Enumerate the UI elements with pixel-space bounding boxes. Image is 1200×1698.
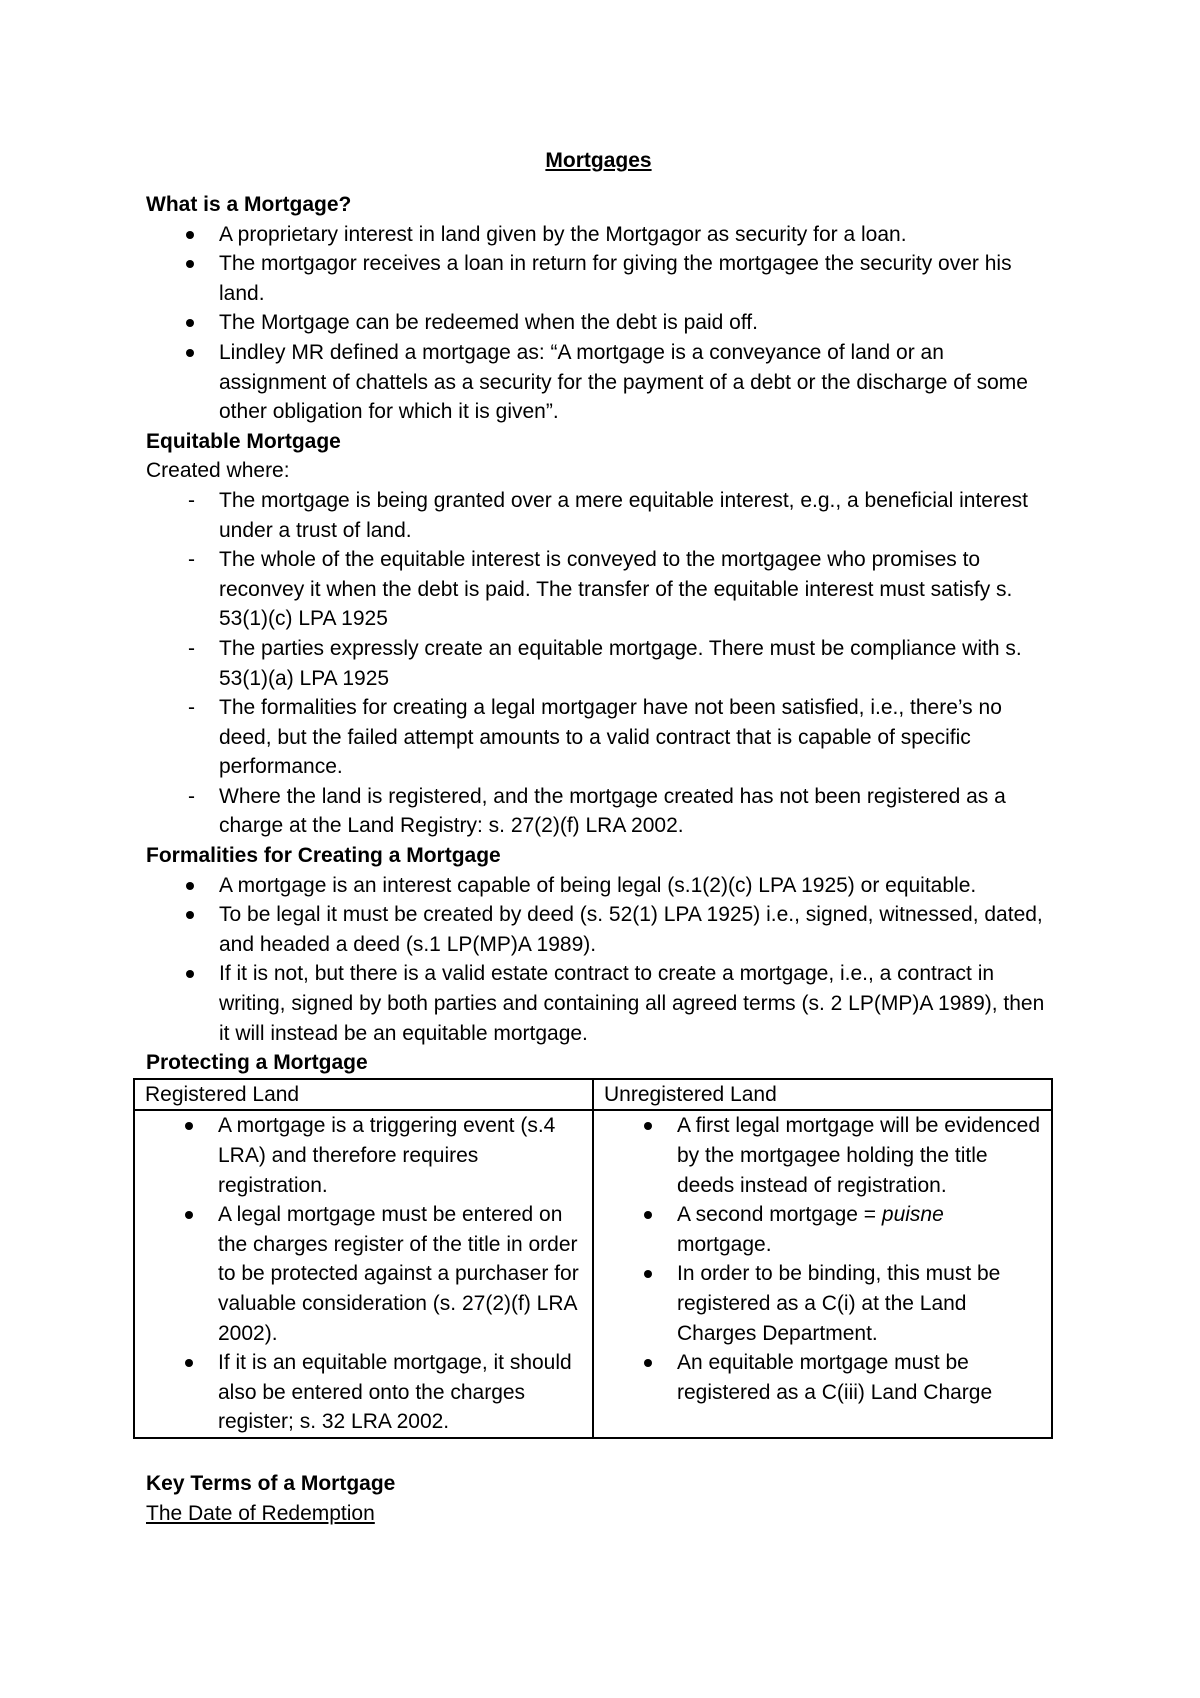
- section-heading-key-terms: Key Terms of a Mortgage: [146, 1471, 396, 1495]
- unregistered-list: [604, 1111, 1041, 1407]
- protecting-table: [133, 1078, 1053, 1439]
- list-item: In order to be binding, this must be registered as a C(i) at the Land Charges Department.: [604, 1259, 1041, 1348]
- registered-cell: [134, 1110, 593, 1438]
- puisne-prefix: A second mortgage =: [677, 1203, 882, 1227]
- list-item: If it is an equitable mortgage, it should also be entered onto the charges register; s. 32 LRA 2002.: [145, 1348, 582, 1437]
- column-header-registered: Registered Land: [134, 1079, 593, 1111]
- registered-list: [145, 1111, 582, 1437]
- section-heading-formalities: Formalities for Creating a Mortgage: [146, 844, 501, 868]
- list-item: - Where the land is registered, and the mortgage created has not been registered as a charge at the Land Registry: s. 27(2)(f) LRA 2002.: [146, 782, 1051, 841]
- list-item: A proprietary interest in land given by the Mortgagor as security for a loan.: [146, 220, 1051, 250]
- list-item: If it is not, but there is a valid estate contract to create a mortgage, i.e., a contract in writing, signed by both parties and containing all agreed terms (s. 2 LP(MP)A 1989), then it will instead be an equitable mortgage.: [146, 959, 1051, 1048]
- unregistered-cell: [593, 1110, 1052, 1438]
- what-is-list: [146, 220, 1051, 427]
- table-header-row: [134, 1079, 1052, 1111]
- list-item: [604, 1200, 1041, 1259]
- column-header-unregistered: Unregistered Land: [593, 1079, 1052, 1111]
- list-item: The mortgagor receives a loan in return for giving the mortgagee the security over his land.: [146, 249, 1051, 308]
- table-row: [134, 1110, 1052, 1438]
- list-item: An equitable mortgage must be registered as a C(iii) Land Charge: [604, 1348, 1041, 1407]
- list-item: A legal mortgage must be entered on the charges register of the title in order to be protected against a purchaser for valuable consideration (s. 27(2)(f) LRA 2002).: [145, 1200, 582, 1348]
- section-heading-equitable: Equitable Mortgage: [146, 429, 341, 453]
- equitable-intro: Created where:: [146, 459, 290, 483]
- subheading-date-of-redemption: The Date of Redemption: [146, 1501, 375, 1525]
- section-heading-protecting: Protecting a Mortgage: [146, 1051, 368, 1075]
- list-item: - The whole of the equitable interest is conveyed to the mortgagee who promises to reconvey it when the debt is paid. The transfer of the equitable interest must satisfy s. 53(1)(c) LPA 1925: [146, 545, 1051, 634]
- list-item: A first legal mortgage will be evidenced by the mortgagee holding the title deeds instead of registration.: [604, 1111, 1041, 1200]
- document-page: [146, 146, 1051, 1528]
- spacer: [146, 1439, 1051, 1469]
- section-heading-what-is: What is a Mortgage?: [146, 193, 352, 216]
- list-item: - The parties expressly create an equitable mortgage. There must be compliance with s. 53(1)(a) LPA 1925: [146, 634, 1051, 693]
- list-item: A mortgage is an interest capable of being legal (s.1(2)(c) LPA 1925) or equitable.: [146, 871, 1051, 901]
- puisne-suffix: mortgage.: [677, 1232, 772, 1256]
- list-item: Lindley MR defined a mortgage as: “A mortgage is a conveyance of land or an assignment of chattels as a security for the payment of a debt or the discharge of some other obligation for which it is given”.: [146, 338, 1051, 427]
- list-item: The Mortgage can be redeemed when the debt is paid off.: [146, 308, 1051, 338]
- list-item: A mortgage is a triggering event (s.4 LRA) and therefore requires registration.: [145, 1111, 582, 1200]
- page-title: Mortgages: [545, 149, 652, 172]
- list-item: To be legal it must be created by deed (s. 52(1) LPA 1925) i.e., signed, witnessed, dated, and headed a deed (s.1 LP(MP)A 1989).: [146, 900, 1051, 959]
- list-item: - The formalities for creating a legal mortgager have not been satisfied, i.e., there’s no deed, but the failed attempt amounts to a valid contract that is capable of specific performance.: [146, 693, 1051, 782]
- equitable-list: [146, 486, 1051, 841]
- formalities-list: [146, 871, 1051, 1049]
- list-item: - The mortgage is being granted over a mere equitable interest, e.g., a beneficial interest under a trust of land.: [146, 486, 1051, 545]
- puisne-term: puisne: [881, 1203, 944, 1227]
